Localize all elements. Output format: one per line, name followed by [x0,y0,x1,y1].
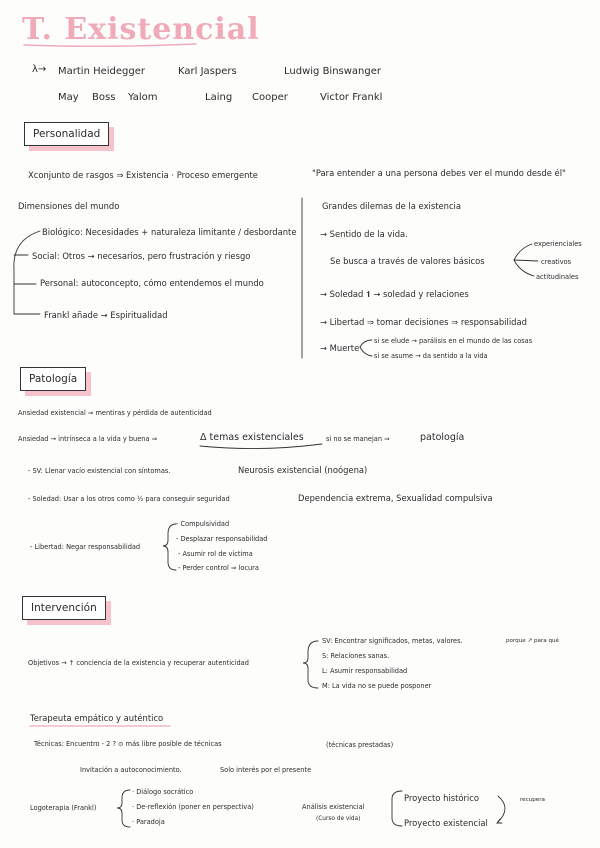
libertad-locura: - Perder control ⇒ locura [178,564,259,572]
author-yalom: Yalom [128,92,158,103]
objetivo-s: S: Relaciones sanas. [322,652,390,660]
author-frankl: Victor Frankl [320,92,383,103]
tecnicas-prestadas: (técnicas prestadas) [326,741,394,749]
patologia-soledad: - Soledad: Usar a los otros como ½ para conseguir seguridad [28,495,230,503]
tecnicas-text: Técnicas: Encuentro - 2 ? ⊙ más libre posible de técnicas [34,740,222,748]
objetivo-note: porque ↗ para qué [506,638,559,644]
patologia-line2a: Ansiedad → intrínseca a la vida y buena ⇒ [18,435,158,443]
logo-dialogo: · Diálogo socrático [132,788,194,796]
author-jaspers: Karl Jaspers [178,66,237,77]
logo-dereflexion: · De-reflexión (poner en perspectiva) [132,803,254,811]
neurosis-existencial: Neurosis existencial (noógena) [238,465,368,475]
patologia-line2d: patología [420,432,465,443]
valor-experienciales: experienciales [534,240,582,248]
author-binswanger: Ludwig Binswanger [284,66,382,77]
section-personalidad-heading: Personalidad [24,122,109,146]
invitacion-text: Invitación a autoconocimiento. [80,766,182,774]
personalidad-definition: Xconjunto de rasgos ⇒ Existencia · Proceso emergente [28,170,258,180]
patologia-sv: - SV: Llenar vacío existencial con síntomas. [28,467,171,475]
objetivo-sv: SV: Encontrar significados, metas, valores. [322,637,463,645]
patologia-libertad: - Libertad: Negar responsabilidad [30,543,141,551]
proyecto-existencial: Proyecto existencial [404,818,488,828]
author-laing: Laing [205,92,233,103]
author-cooper: Cooper [252,92,288,103]
author-boss: Boss [92,92,116,103]
objetivos-text: Objetivos → ↑ conciencia de la existencia y recuperar autenticidad [28,659,249,667]
dilema-libertad: → Libertad ⇒ tomar decisiones ⇒ responsabilidad [320,317,527,327]
libertad-desplazar: - Desplazar responsabilidad [176,535,268,543]
objetivo-m: M: La vida no se puede posponer [322,682,432,690]
dilema-sentido: → Sentido de la vida. [320,229,408,239]
muerte-elude: si se elude → parálisis en el mundo de las cosas [374,337,533,345]
terapeuta-text: Terapeuta empático y auténtico [30,713,164,723]
presente-text: Solo interés por el presente [220,766,312,774]
dilemas-title: Grandes dilemas de la existencia [322,201,462,211]
recupera-note: recupera [520,797,545,803]
objetivo-l: L: Asumir responsabilidad [322,667,408,675]
patologia-dependencia: Dependencia extrema, Sexualidad compulsiva [298,493,493,503]
valor-actitudinales: actitudinales [536,273,579,281]
muerte-asume: si se asume → da sentido a la vida [374,352,488,360]
author-may: May [58,92,79,103]
dim-frankl: Frankl añade → Espiritualidad [44,310,168,320]
proyecto-historico: Proyecto histórico [404,793,479,803]
libertad-victima: - Asumir rol de víctima [178,550,253,558]
analisis-sub: (Curso de vida) [316,816,361,822]
dimensiones-title: Dimensiones del mundo [18,201,120,211]
page-title: T. Existencial [22,12,260,47]
analisis-label: Análisis existencial [302,803,365,811]
valores-text: Se busca a través de valores básicos [330,256,485,266]
dilema-soledad: → Soledad 𝟏 → soledad y relaciones [320,289,469,299]
patologia-line1: Ansiedad existencial ⇒ mentiras y pérdida de autenticidad [18,409,212,417]
dilema-muerte: → Muerte [320,343,360,353]
author-heidegger: Martin Heidegger [58,66,145,77]
libertad-compulsividad: - Compulsividad [176,520,230,528]
dim-social: Social: Otros → necesarios, pero frustración y riesgo [32,251,251,261]
logo-paradoja: · Paradoja [132,818,165,826]
logoterapia-label: Logoterapia (Frankl) [30,804,97,812]
personalidad-quote: "Para entender a una persona debes ver el mundo desde él" [312,168,566,178]
section-intervencion-heading: Intervención [22,596,106,620]
dim-biologico: Biológico: Necesidades + naturaleza limitante / desbordante [42,227,297,237]
valor-creativos: creativos [541,258,572,266]
authors-bullet: λ→ [32,64,47,75]
section-patologia-heading: Patología [20,367,86,391]
patologia-line2c: si no se manejan ⇒ [326,435,390,443]
patologia-line2b: Δ temas existenciales [200,432,304,443]
dim-personal: Personal: autoconcepto, cómo entendemos el mundo [40,278,264,288]
